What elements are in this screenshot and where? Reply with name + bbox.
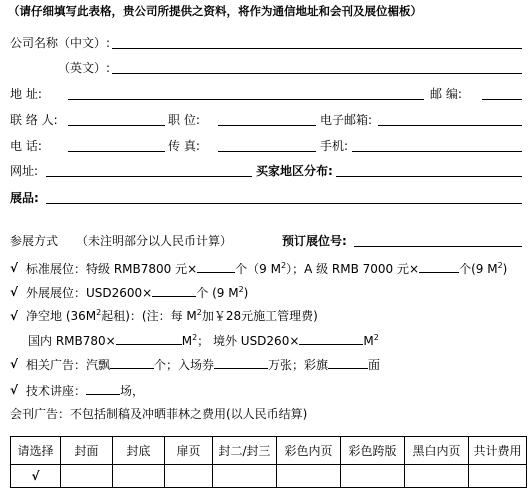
table-header-cell: 彩色跨版 bbox=[341, 437, 405, 465]
booth-number-label: 预订展位号: bbox=[282, 234, 347, 248]
fax-label: 传 真: bbox=[168, 139, 200, 153]
table-header-row bbox=[11, 437, 527, 465]
position-label: 职 位: bbox=[168, 113, 200, 127]
company-en-field[interactable] bbox=[112, 73, 522, 74]
email-field[interactable] bbox=[378, 125, 522, 126]
foreign-booth-text: 外展展位：USD2600× 个 (9 $M^2$) bbox=[26, 285, 249, 300]
table-header-cell: 封面 bbox=[61, 437, 113, 465]
company-en-label: （英文）: bbox=[58, 61, 111, 75]
table-cell-inside-cover[interactable] bbox=[213, 464, 277, 487]
products-label: 展品: bbox=[10, 191, 39, 205]
table-cell-title-page[interactable] bbox=[165, 464, 213, 487]
products-field[interactable] bbox=[46, 203, 522, 204]
contact-field[interactable] bbox=[68, 125, 165, 126]
flags-qty-field[interactable] bbox=[328, 357, 368, 369]
company-cn-label: 公司名称（中文）: bbox=[10, 36, 111, 50]
seminar-qty-field[interactable] bbox=[86, 383, 120, 395]
address-label: 地 址: bbox=[10, 87, 42, 101]
balloon-qty-field[interactable] bbox=[110, 357, 154, 369]
table-header-cell: 扉页 bbox=[165, 437, 213, 465]
table-cell-cover[interactable] bbox=[61, 464, 113, 487]
buyer-region-field[interactable] bbox=[336, 176, 522, 177]
check-mark-icon[interactable]: √ bbox=[11, 464, 61, 487]
exhibit-method-label: 参展方式 bbox=[10, 234, 59, 248]
address-field[interactable] bbox=[68, 99, 424, 100]
standard-booth-text: 标准展位：特级 RMB7800 元× 个（9 $M^2$）；A 级 RMB 7000 元× 个(9 $M^2$) bbox=[26, 261, 508, 276]
contact-label: 联 络 人: bbox=[10, 113, 58, 127]
website-field[interactable] bbox=[46, 176, 252, 177]
standard-special-qty-field[interactable] bbox=[197, 261, 235, 273]
check-mark-icon[interactable]: √ bbox=[10, 357, 19, 371]
overseas-area-field[interactable] bbox=[299, 333, 363, 345]
position-field[interactable] bbox=[218, 125, 316, 126]
table-cell-color-spread[interactable] bbox=[341, 464, 405, 487]
form-instruction: （请仔细填写此表格，贵公司所提供之资料，将作为通信地址和会刊及展位楣板） bbox=[8, 4, 422, 18]
website-label: 网址: bbox=[10, 164, 39, 178]
email-label: 电子邮箱: bbox=[320, 113, 373, 127]
table-cell-color-page[interactable] bbox=[277, 464, 341, 487]
booth-number-field[interactable] bbox=[354, 246, 522, 247]
phone-label: 电 话: bbox=[10, 139, 42, 153]
table-row bbox=[11, 464, 527, 487]
table-header-cell: 彩色内页 bbox=[277, 437, 341, 465]
postcode-label: 邮 编: bbox=[430, 87, 462, 101]
catalog-ad-table bbox=[10, 436, 527, 488]
check-mark-icon[interactable]: √ bbox=[10, 309, 19, 323]
catalog-ad-note: 会刊广告：不包括制稿及冲晒菲林之费用(以人民币结算) bbox=[10, 407, 308, 421]
table-header-cell: 共计费用 bbox=[469, 437, 527, 465]
postcode-field[interactable] bbox=[482, 99, 522, 100]
check-mark-icon[interactable]: √ bbox=[10, 261, 19, 275]
table-header-cell: 请选择 bbox=[11, 437, 61, 465]
table-cell-bw-page[interactable] bbox=[405, 464, 469, 487]
table-cell-total[interactable] bbox=[469, 464, 527, 487]
standard-a-qty-field[interactable] bbox=[419, 261, 459, 273]
fax-field[interactable] bbox=[218, 151, 316, 152]
buyer-region-label: 买家地区分布: bbox=[256, 164, 333, 178]
table-cell-back-cover[interactable] bbox=[113, 464, 165, 487]
raw-space-price-text: 国内 $RMB780\times M^2$； 境外 $USD260\times M^2$ bbox=[28, 333, 379, 348]
mobile-field[interactable] bbox=[352, 151, 522, 152]
foreign-booth-qty-field[interactable] bbox=[152, 285, 196, 297]
tickets-qty-field[interactable] bbox=[214, 357, 268, 369]
check-mark-icon[interactable]: √ bbox=[10, 383, 19, 397]
ads-text: 相关广告：汽飘 个；入场券 万张；彩旗 面 bbox=[26, 358, 381, 372]
phone-field[interactable] bbox=[68, 151, 165, 152]
company-cn-field[interactable] bbox=[112, 48, 522, 49]
table-header-cell: 封底 bbox=[113, 437, 165, 465]
mobile-label: 手机: bbox=[320, 139, 349, 153]
check-mark-icon[interactable]: √ bbox=[10, 285, 19, 299]
exhibit-method-note: （未注明部分以人民币计算） bbox=[76, 234, 233, 248]
domestic-area-field[interactable] bbox=[116, 333, 182, 345]
table-header-cell: 封二/封三 bbox=[213, 437, 277, 465]
table-header-cell: 黑白内页 bbox=[405, 437, 469, 465]
seminar-text: 技术讲座： 场， bbox=[26, 384, 145, 398]
raw-space-text: 净空地 ($36M^2$起租)：(注：每 $M^2$加￥28元施工管理费) bbox=[26, 308, 318, 323]
